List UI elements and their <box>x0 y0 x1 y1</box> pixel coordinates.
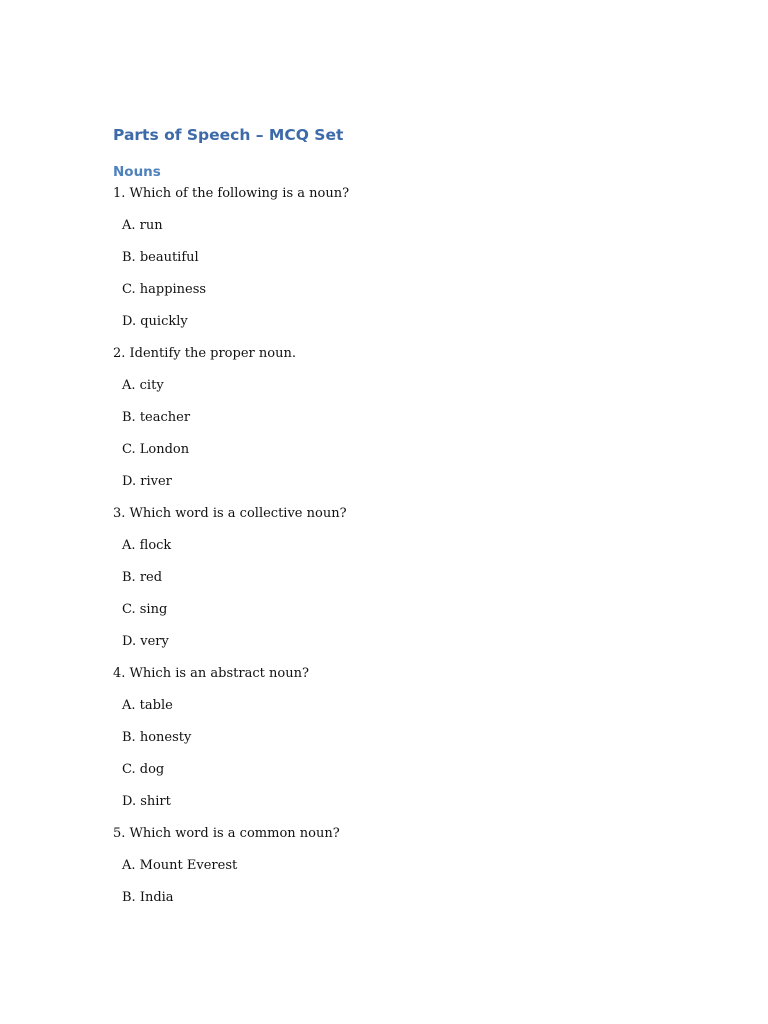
section-heading-nouns: Nouns <box>113 164 161 180</box>
question-3-option-b: B. red <box>122 570 163 585</box>
question-5: 5. Which word is a common noun? <box>113 826 340 841</box>
question-4-option-b: B. honesty <box>122 730 192 745</box>
question-3-option-a: A. flock <box>122 538 172 553</box>
document-title: Parts of Speech – MCQ Set <box>113 126 344 144</box>
question-3: 3. Which word is a collective noun? <box>113 506 347 521</box>
question-3-option-c: C. sing <box>122 602 168 617</box>
question-1: 1. Which of the following is a noun? <box>113 186 350 201</box>
question-5-option-a: A. Mount Everest <box>122 858 238 873</box>
question-4-option-d: D. shirt <box>122 794 171 809</box>
question-1-option-c: C. happiness <box>122 282 207 297</box>
question-4: 4. Which is an abstract noun? <box>113 666 309 681</box>
question-1-option-d: D. quickly <box>122 314 188 329</box>
question-2: 2. Identify the proper noun. <box>113 346 296 361</box>
question-4-option-c: C. dog <box>122 762 165 777</box>
question-3-option-d: D. very <box>122 634 169 649</box>
question-5-option-b: B. India <box>122 890 174 905</box>
question-2-option-a: A. city <box>122 378 164 393</box>
question-4-option-a: A. table <box>122 698 173 713</box>
question-1-option-b: B. beautiful <box>122 250 199 265</box>
question-2-option-d: D. river <box>122 474 172 489</box>
question-1-option-a: A. run <box>122 218 163 233</box>
question-2-option-c: C. London <box>122 442 190 457</box>
question-2-option-b: B. teacher <box>122 410 191 425</box>
